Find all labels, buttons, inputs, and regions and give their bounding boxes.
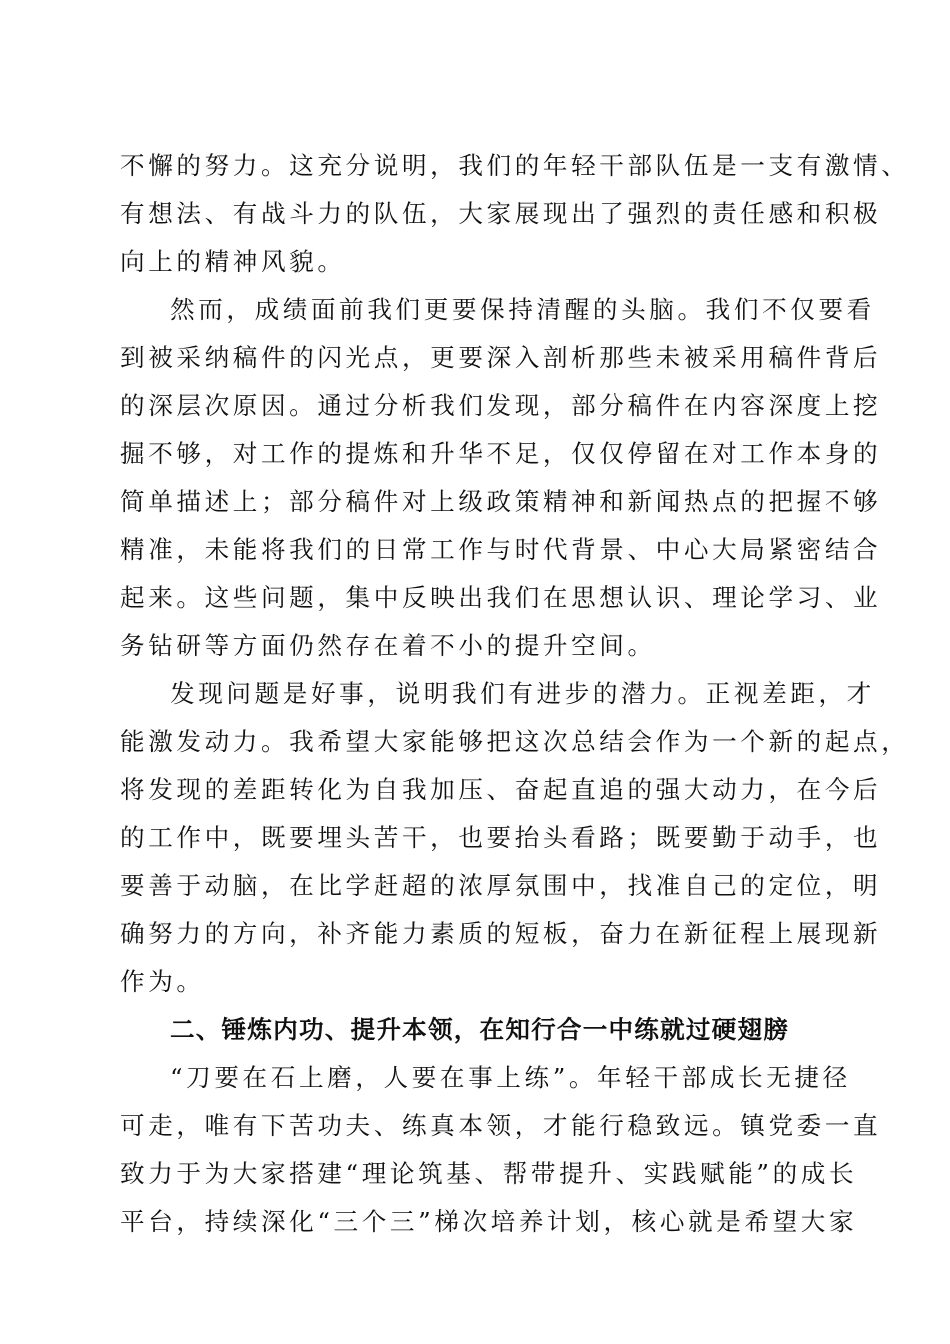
paragraph-2-line-3: 的深层次原因。通过分析我们发现，部分稿件在内容深度上挖 <box>120 391 882 420</box>
paragraph-3-line-4: 的工作中，既要埋头苦干，也要抬头看路；既要勤于动手，也 <box>120 823 882 852</box>
paragraph-2-line-7: 起来。这些问题，集中反映出我们在思想认识、理论学习、业 <box>120 583 882 612</box>
paragraph-3-line-2: 能激发动力。我希望大家能够把这次总结会作为一个新的起点， <box>120 727 910 756</box>
section-paragraph-line-2: 可走，唯有下苦功夫、练真本领，才能行稳致远。镇党委一直 <box>120 1111 882 1140</box>
paragraph-3-line-5: 要善于动脑，在比学赶超的浓厚氛围中，找准自己的定位，明 <box>120 871 882 900</box>
section-heading: 二、锤炼内功、提升本领，在知行合一中练就过硬翅膀 <box>170 1015 790 1044</box>
paragraph-2-line-4: 掘不够，对工作的提炼和升华不足，仅仅停留在对工作本身的 <box>120 439 882 468</box>
paragraph-3-line-7: 作为。 <box>120 967 205 996</box>
paragraph-2-line-1: 然而，成绩面前我们更要保持清醒的头脑。我们不仅要看 <box>170 295 875 324</box>
paragraph-1-line-1: 不懈的努力。这充分说明，我们的年轻干部队伍是一支有激情、 <box>120 151 910 180</box>
paragraph-3-line-6: 确努力的方向，补齐能力素质的短板，奋力在新征程上展现新 <box>120 919 882 948</box>
paragraph-1-line-2: 有想法、有战斗力的队伍，大家展现出了强烈的责任感和积极 <box>120 199 882 228</box>
paragraph-2-line-2: 到被采纳稿件的闪光点，更要深入剖析那些未被采用稿件背后 <box>120 343 882 372</box>
paragraph-2-line-5: 简单描述上；部分稿件对上级政策精神和新闻热点的把握不够 <box>120 487 882 516</box>
section-paragraph-line-1: “刀要在石上磨，人要在事上练”。年轻干部成长无捷径 <box>170 1063 851 1092</box>
paragraph-2-line-8: 务钻研等方面仍然存在着不小的提升空间。 <box>120 631 656 660</box>
section-paragraph-line-3: 致力于为大家搭建“理论筑基、帮带提升、实践赋能”的成长 <box>120 1159 858 1188</box>
paragraph-2-line-6: 精准，未能将我们的日常工作与时代背景、中心大局紧密结合 <box>120 535 882 564</box>
paragraph-3-line-3: 将发现的差距转化为自我加压、奋起直追的强大动力，在今后 <box>120 775 882 804</box>
paragraph-3-line-1: 发现问题是好事，说明我们有进步的潜力。正视差距，才 <box>170 679 875 708</box>
section-paragraph-line-4: 平台，持续深化“三个三”梯次培养计划，核心就是希望大家 <box>120 1207 858 1236</box>
paragraph-1-line-3: 向上的精神风貌。 <box>120 247 346 276</box>
